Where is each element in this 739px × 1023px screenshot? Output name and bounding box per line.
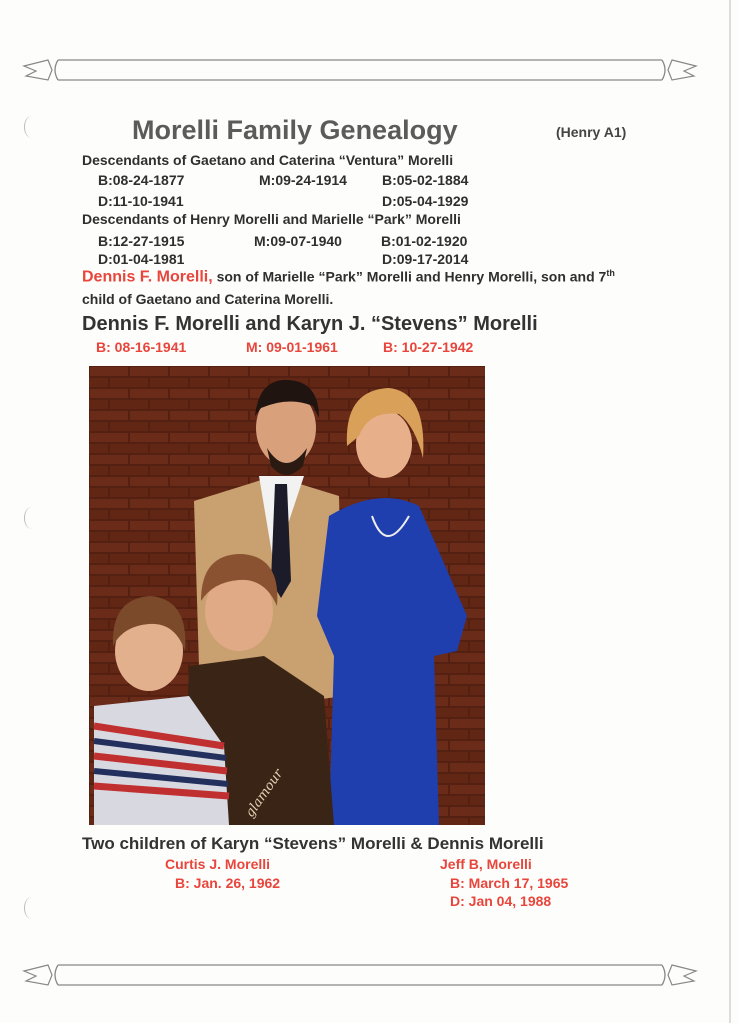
photo-signature: glamour (242, 766, 287, 821)
gen1-father-birth: B:08-24-1877 (98, 172, 185, 188)
couple-husband-birth: B: 08-16-1941 (96, 339, 187, 355)
gen1-heading: Descendants of Gaetano and Caterina “Ventura” Morelli (82, 152, 454, 168)
binder-hole-bottom (24, 897, 39, 919)
intro-name: Dennis F. Morelli, (82, 268, 213, 286)
gen1-marriage: M:09-24-1914 (259, 172, 347, 188)
page-title: Morelli Family Genealogy (132, 115, 458, 145)
gen2-father-death: D:01-04-1981 (98, 251, 185, 267)
gen1-mother-birth: B:05-02-1884 (382, 172, 469, 188)
page-edge-line (729, 0, 731, 1023)
intro-text: son of Marielle “Park” Morelli and Henry Morelli, son and 7 (212, 268, 607, 285)
family-photo-illustration (89, 366, 485, 825)
couple-heading: Dennis F. Morelli and Karyn J. “Stevens” Morelli (82, 313, 538, 335)
child1-birth: B: Jan. 26, 1962 (175, 875, 281, 891)
couple-marriage: M: 09-01-1961 (246, 339, 338, 355)
child1-name: Curtis J. Morelli (165, 856, 271, 872)
couple-wife-birth: B: 10-27-1942 (383, 339, 474, 355)
intro-line-2: child of Gaetano and Caterina Morelli. (82, 291, 334, 307)
child2-name: Jeff B, Morelli (440, 856, 532, 872)
gen1-father-death: D:11-10-1941 (98, 193, 184, 209)
intro-superscript: th (606, 268, 615, 278)
child2-death: D: Jan 04, 1988 (450, 893, 552, 909)
document-tag: (Henry A1) (556, 124, 627, 140)
gen2-father-birth: B:12-27-1915 (98, 233, 185, 249)
gen2-mother-death: D:09-17-2014 (382, 251, 469, 267)
binder-hole-top (24, 116, 39, 138)
child2-birth: B: March 17, 1965 (450, 875, 569, 891)
gen1-mother-death: D:05-04-1929 (382, 193, 469, 209)
top-scroll-border (22, 52, 698, 88)
gen2-marriage: M:09-07-1940 (254, 233, 342, 249)
gen2-heading: Descendants of Henry Morelli and Marielle “Park” Morelli (82, 211, 461, 227)
bottom-scroll-border (22, 957, 698, 993)
gen2-mother-birth: B:01-02-1920 (381, 233, 468, 249)
children-heading: Two children of Karyn “Stevens” Morelli & Dennis Morelli (82, 834, 544, 853)
family-photo (89, 366, 485, 825)
binder-hole-middle (24, 507, 39, 529)
intro-line (82, 268, 615, 287)
